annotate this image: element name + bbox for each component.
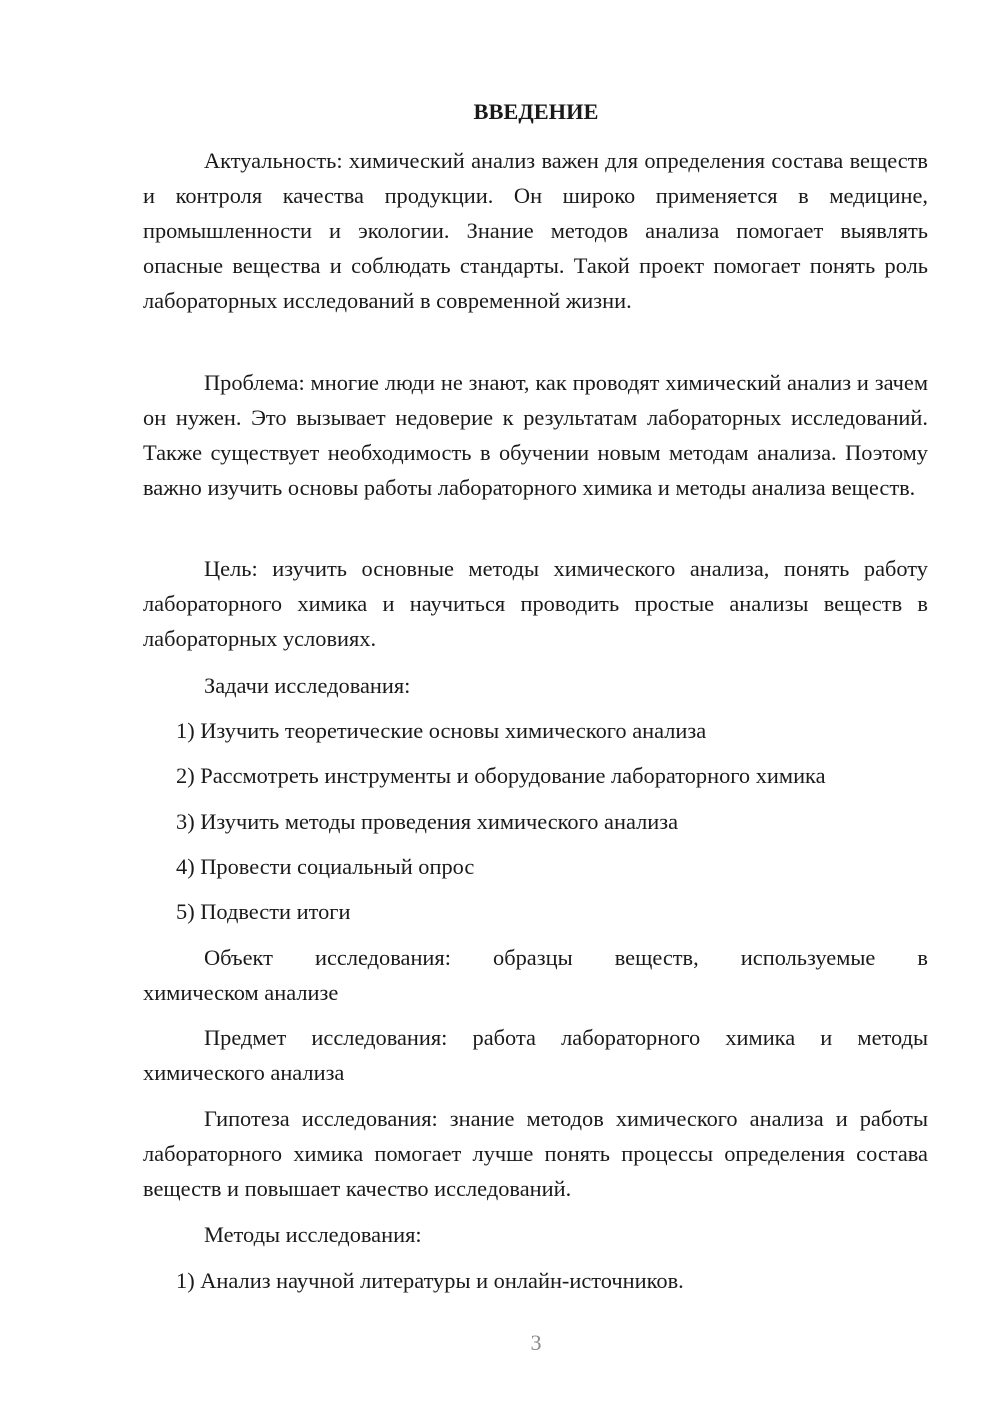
tasks-heading: Задачи исследования: (204, 673, 411, 698)
relevance-paragraph: Актуальность: химический анализ важен для определения состава веществ и контроля качества продукции. Он широко применяется в медицине, промышленности и экологии. Знание методов анализа помогает выявлять опасные вещества и соблюдать стандарты. Такой проект помогает понять роль лабораторных исследований в современной жизни. (143, 148, 928, 313)
methods-heading: Методы исследования: (204, 1222, 422, 1247)
goal-paragraph: Цель: изучить основные методы химического анализа, понять работу лабораторного химика и научиться проводить простые анализы веществ в лабораторных условиях. (143, 556, 928, 651)
task-item-2: 2) Рассмотреть инструменты и оборудование лабораторного химика (176, 763, 826, 788)
task-item-5: 5) Подвести итоги (176, 899, 351, 924)
task-item-3: 3) Изучить методы проведения химического анализа (176, 809, 679, 834)
page-number: 3 (530, 1330, 542, 1355)
subject-paragraph: Предмет исследования: работа лабораторного химика и методы химического анализа (143, 1025, 928, 1085)
task-item-4: 4) Провести социальный опрос (176, 854, 475, 879)
object-paragraph-line-1: Объект исследования: образцы веществ, используемые в (204, 945, 928, 970)
object-paragraph-line-2: химическом анализе (143, 980, 339, 1005)
hypothesis-paragraph: Гипотеза исследования: знание методов химического анализа и работы лабораторного химика помогает лучше понять процессы определения состава веществ и повышает качество исследований. (143, 1106, 928, 1201)
method-item-1: 1) Анализ научной литературы и онлайн-источников. (176, 1268, 684, 1293)
page-title: ВВЕДЕНИЕ (473, 99, 599, 124)
problem-paragraph: Проблема: многие люди не знают, как проводят химический анализ и зачем он нужен. Это вызывает недоверие к результатам лабораторных исследований. Также существует необходимость в обучении новым методам анализа. Поэтому важно изучить основы работы лабораторного химика и методы анализа веществ. (143, 370, 928, 500)
task-item-1: 1) Изучить теоретические основы химического анализа (176, 718, 707, 743)
